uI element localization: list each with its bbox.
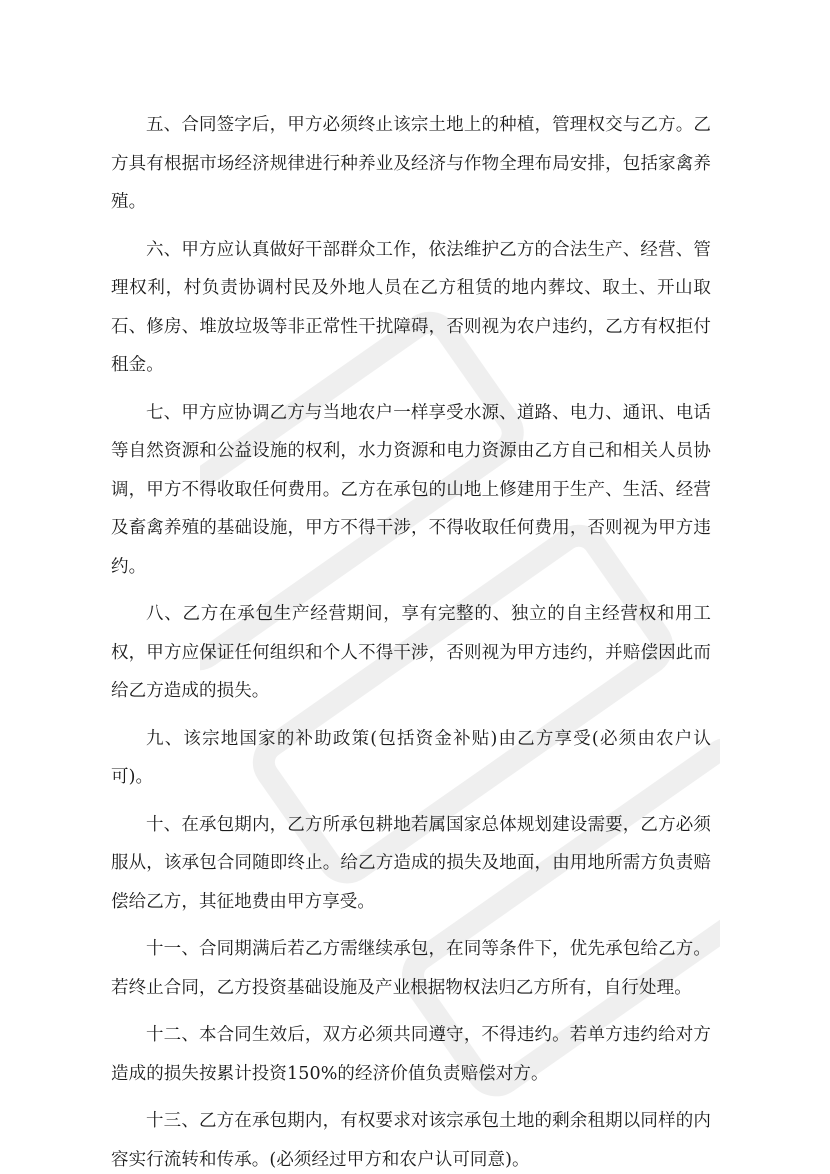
paragraph-clause-12: 十二、本合同生效后，双方必须共同遵守，不得违约。若单方违约给对方造成的损失按累计投资150%的经济价值负责赔偿对方。: [111, 1025, 711, 1084]
paragraph-clause-13: 十三、乙方在承包期内，有权要求对该宗承包土地的剩余租期以同样的内容实行流转和传承。(必须经过甲方和农户认可同意)。: [111, 1111, 711, 1170]
document-body: [111, 106, 711, 1174]
paragraph-clause-9: 九、该宗地国家的补助政策(包括资金补贴)由乙方享受(必须由农户认可)。: [111, 728, 711, 787]
paragraph-clause-8: 八、乙方在承包生产经营期间，享有完整的、独立的自主经营权和用工权，甲方应保证任何组织和个人不得干涉，否则视为甲方违约，并赔偿因此而给乙方造成的损失。: [111, 604, 711, 701]
paragraph-clause-6: 六、甲方应认真做好干部群众工作，依法维护乙方的合法生产、经营、管理权利，村负责协调村民及外地人员在乙方租赁的地内葬坟、取土、开山取石、修房、堆放垃圾等非正常性干扰障碍，否则视为农户违约，乙方有权拒付租金。: [111, 239, 711, 375]
paragraph-clause-10: 十、在承包期内，乙方所承包耕地若属国家总体规划建设需要，乙方必须服从，该承包合同随即终止。给乙方造成的损失及地面，由用地所需方负责赔偿给乙方，其征地费由甲方享受。: [111, 814, 711, 912]
paragraph-clause-11: 十一、合同期满后若乙方需继续承包，在同等条件下，优先承包给乙方。若终止合同，乙方投资基础设施及产业根据物权法归乙方所有，自行处理。: [111, 939, 711, 998]
paragraph-clause-5: 五、合同签字后，甲方必须终止该宗土地上的种植，管理权交与乙方。乙方具有根据市场经济规律进行种养业及经济与作物全理布局安排，包括家禽养殖。: [111, 115, 711, 212]
paragraph-clause-7: 七、甲方应协调乙方与当地农户一样享受水源、道路、电力、通讯、电话等自然资源和公益设施的权利，水力资源和电力资源由乙方自己和相关人员协调，甲方不得收取任何费用。乙方在承包的山地上修建用于生产、生活、经营及畜禽养殖的基础设施，甲方不得干涉，不得收取任何费用，否则视为甲方违约。: [111, 402, 711, 577]
